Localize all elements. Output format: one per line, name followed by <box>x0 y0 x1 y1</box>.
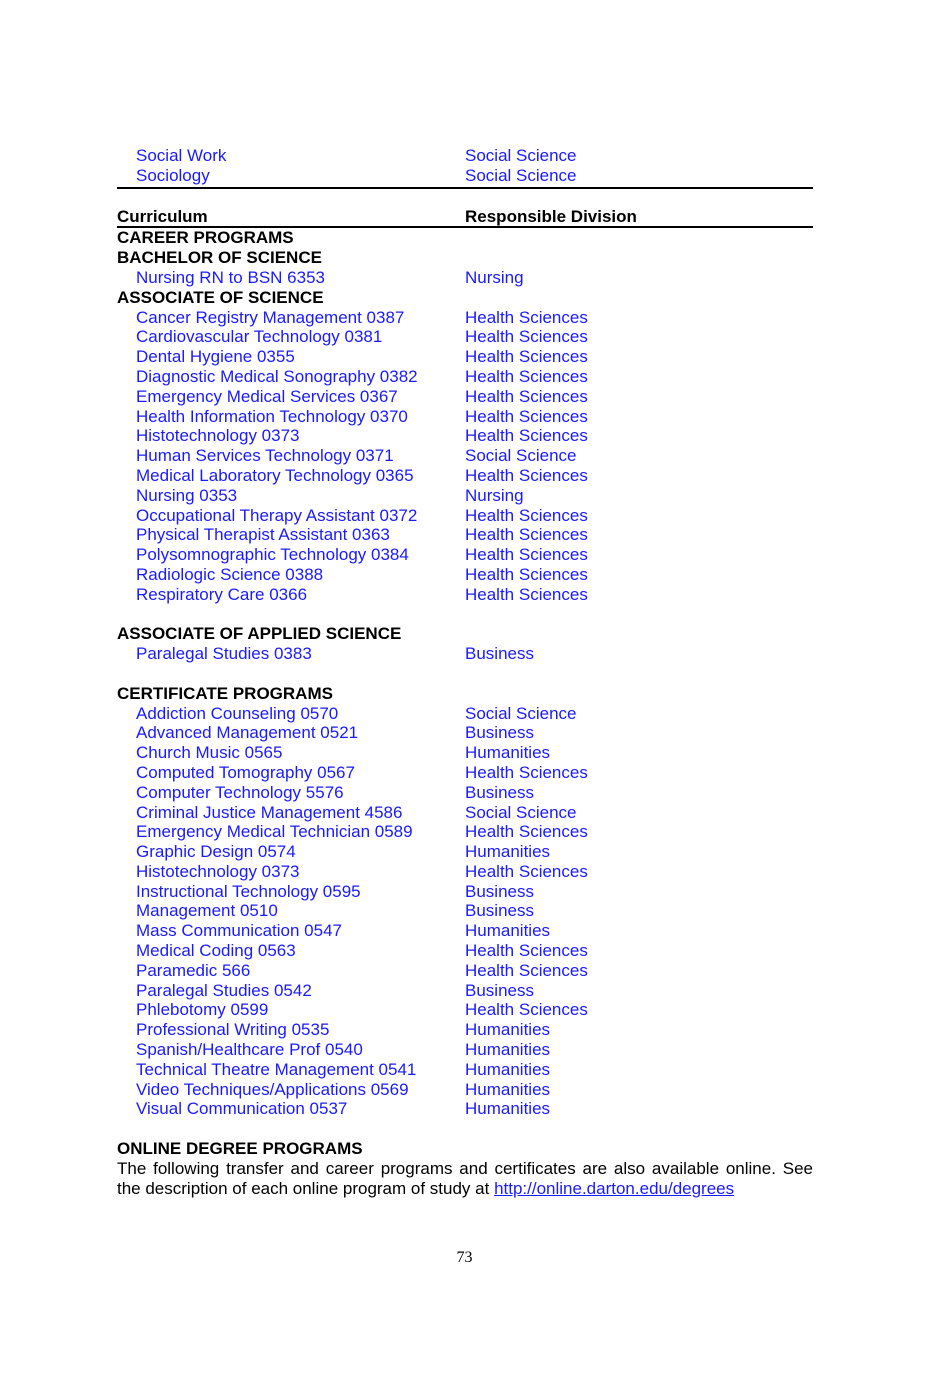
online-degree-programs-heading: ONLINE DEGREE PROGRAMS <box>117 1139 363 1159</box>
program-name[interactable]: Mass Communication 0547 <box>136 921 342 941</box>
program-name[interactable]: Medical Laboratory Technology 0365 <box>136 465 414 485</box>
program-row <box>117 466 813 486</box>
program-name[interactable]: Emergency Medical Services 0367 <box>136 386 398 406</box>
bachelor-program-list <box>117 268 813 288</box>
division-name[interactable]: Social Science <box>465 703 577 723</box>
program-row <box>117 921 813 941</box>
program-name[interactable]: Technical Theatre Management 0541 <box>136 1059 417 1079</box>
certificate-program-list <box>117 704 813 1120</box>
division-name[interactable]: Business <box>465 980 534 1000</box>
program-name[interactable]: Phlebotomy 0599 <box>136 1000 269 1020</box>
division-name[interactable]: Health Sciences <box>465 861 588 881</box>
program-name[interactable]: Addiction Counseling 0570 <box>136 703 339 723</box>
program-row <box>117 347 813 367</box>
program-row <box>117 1099 813 1119</box>
program-name[interactable]: Dental Hygiene 0355 <box>136 347 295 367</box>
program-row <box>117 1020 813 1040</box>
program-name[interactable]: Human Services Technology 0371 <box>136 446 394 466</box>
division-column-header: Responsible Division <box>465 206 637 226</box>
division-name[interactable]: Humanities <box>465 921 551 941</box>
division-name[interactable]: Humanities <box>465 1059 551 1079</box>
division-name[interactable]: Health Sciences <box>465 406 588 426</box>
program-name[interactable]: Video Techniques/Applications 0569 <box>136 1079 409 1099</box>
division-name[interactable]: Business <box>465 644 534 664</box>
program-row <box>117 146 813 166</box>
division-name[interactable]: Health Sciences <box>465 327 588 347</box>
program-row <box>117 961 813 981</box>
program-name[interactable]: Instructional Technology 0595 <box>136 881 361 901</box>
program-name[interactable]: Respiratory Care 0366 <box>136 584 308 604</box>
program-row <box>117 644 813 664</box>
program-row <box>117 446 813 466</box>
program-row <box>117 822 813 842</box>
program-row <box>117 783 813 803</box>
program-row <box>117 387 813 407</box>
program-name[interactable]: Criminal Justice Management 4586 <box>136 802 403 822</box>
program-name[interactable]: Paralegal Studies 0542 <box>136 980 312 1000</box>
program-name[interactable]: Computer Technology 5576 <box>136 782 344 802</box>
program-row <box>117 426 813 446</box>
program-row <box>117 525 813 545</box>
division-name[interactable]: Health Sciences <box>465 525 588 545</box>
top-program-list <box>117 146 813 186</box>
bachelor-of-science-heading: BACHELOR OF SCIENCE <box>117 248 322 268</box>
program-row <box>117 842 813 862</box>
career-programs-heading: CAREER PROGRAMS <box>117 228 294 248</box>
program-name[interactable]: Paralegal Studies 0383 <box>136 644 312 664</box>
program-row <box>117 704 813 724</box>
program-name[interactable]: Graphic Design 0574 <box>136 842 296 862</box>
program-row <box>117 743 813 763</box>
program-row <box>117 506 813 526</box>
column-header-row <box>117 207 813 227</box>
program-name[interactable]: Medical Coding 0563 <box>136 941 296 961</box>
program-row <box>117 1000 813 1020</box>
program-name[interactable]: Polysomnographic Technology 0384 <box>136 545 409 565</box>
program-row <box>117 308 813 328</box>
associate-applied-science-heading: ASSOCIATE OF APPLIED SCIENCE <box>117 624 402 644</box>
program-row <box>117 763 813 783</box>
program-row <box>117 901 813 921</box>
division-name[interactable]: Business <box>465 881 534 901</box>
program-name[interactable]: Advanced Management 0521 <box>136 723 359 743</box>
division-name[interactable]: Health Sciences <box>465 564 588 584</box>
program-name[interactable]: Church Music 0565 <box>136 743 283 763</box>
program-name[interactable]: Sociology <box>136 165 210 185</box>
program-name[interactable]: Emergency Medical Technician 0589 <box>136 822 413 842</box>
division-name[interactable]: Business <box>465 723 534 743</box>
associate-of-science-heading: ASSOCIATE OF SCIENCE <box>117 287 324 307</box>
curriculum-column-header: Curriculum <box>117 206 208 226</box>
certificate-programs-heading: CERTIFICATE PROGRAMS <box>117 683 333 703</box>
division-name[interactable]: Health Sciences <box>465 762 588 782</box>
program-row <box>117 1080 813 1100</box>
program-row <box>117 407 813 427</box>
program-row <box>117 268 813 288</box>
program-name[interactable]: Histotechnology 0373 <box>136 861 300 881</box>
division-name[interactable]: Business <box>465 901 534 921</box>
program-row <box>117 981 813 1001</box>
program-name[interactable]: Occupational Therapy Assistant 0372 <box>136 505 418 525</box>
program-row <box>117 862 813 882</box>
division-name[interactable]: Humanities <box>465 743 551 763</box>
division-name[interactable]: Social Science <box>465 165 577 185</box>
program-row <box>117 882 813 902</box>
division-name[interactable]: Social Science <box>465 446 577 466</box>
division-name[interactable]: Health Sciences <box>465 545 588 565</box>
division-name[interactable]: Health Sciences <box>465 465 588 485</box>
division-name[interactable]: Social Science <box>465 146 577 165</box>
program-row <box>117 723 813 743</box>
document-page <box>117 146 813 1198</box>
program-name[interactable]: Nursing 0353 <box>136 485 238 505</box>
program-row <box>117 585 813 605</box>
division-name[interactable]: Social Science <box>465 802 577 822</box>
division-name[interactable]: Health Sciences <box>465 366 588 386</box>
program-name[interactable]: Physical Therapist Assistant 0363 <box>136 525 390 545</box>
program-row <box>117 545 813 565</box>
division-name[interactable]: Health Sciences <box>465 941 588 961</box>
program-name[interactable]: Nursing RN to BSN 6353 <box>136 267 325 287</box>
page-number: 73 <box>456 1249 473 1266</box>
division-name[interactable]: Health Sciences <box>465 584 588 604</box>
associate-program-list <box>117 308 813 605</box>
division-name[interactable]: Health Sciences <box>465 347 588 367</box>
division-name[interactable]: Nursing <box>465 267 524 287</box>
division-name[interactable]: Health Sciences <box>465 307 588 327</box>
division-name[interactable]: Health Sciences <box>465 1000 588 1020</box>
online-degrees-link[interactable]: http://online.darton.edu/degrees <box>494 1178 735 1198</box>
division-name[interactable]: Humanities <box>465 1040 551 1060</box>
program-row <box>117 486 813 506</box>
program-name[interactable]: Health Information Technology 0370 <box>136 406 408 426</box>
division-name[interactable]: Humanities <box>465 1099 551 1119</box>
program-name[interactable]: Radiologic Science 0388 <box>136 564 324 584</box>
division-name[interactable]: Health Sciences <box>465 822 588 842</box>
division-name[interactable]: Health Sciences <box>465 386 588 406</box>
program-name[interactable]: Histotechnology 0373 <box>136 426 300 446</box>
program-name[interactable]: Diagnostic Medical Sonography 0382 <box>136 366 418 386</box>
program-name[interactable]: Professional Writing 0535 <box>136 1020 330 1040</box>
division-name[interactable]: Health Sciences <box>465 960 588 980</box>
program-name[interactable]: Visual Communication 0537 <box>136 1099 348 1119</box>
program-name[interactable]: Paramedic 566 <box>136 960 251 980</box>
division-name[interactable]: Nursing <box>465 485 524 505</box>
division-name[interactable]: Humanities <box>465 1020 551 1040</box>
online-programs-paragraph <box>117 1159 813 1199</box>
program-row <box>117 166 813 186</box>
program-name[interactable]: Management 0510 <box>136 901 278 921</box>
program-name[interactable]: Computed Tomography 0567 <box>136 762 355 782</box>
division-name[interactable]: Health Sciences <box>465 505 588 525</box>
program-name[interactable]: Spanish/Healthcare Prof 0540 <box>136 1040 363 1060</box>
online-programs-text: The following transfer and career programs and certificates are also available online. See the description of each online program of study at <box>117 1158 813 1198</box>
division-name[interactable]: Humanities <box>465 842 551 862</box>
program-name[interactable]: Social Work <box>136 146 227 165</box>
division-name[interactable]: Health Sciences <box>465 426 588 446</box>
program-name[interactable]: Cancer Registry Management 0387 <box>136 307 405 327</box>
division-name[interactable]: Humanities <box>465 1079 551 1099</box>
program-row <box>117 1060 813 1080</box>
program-name[interactable]: Cardiovascular Technology 0381 <box>136 327 383 347</box>
program-row <box>117 367 813 387</box>
program-row <box>117 941 813 961</box>
applied-science-program-list <box>117 644 813 664</box>
program-row <box>117 1040 813 1060</box>
program-row <box>117 327 813 347</box>
program-row <box>117 565 813 585</box>
program-row <box>117 803 813 823</box>
division-name[interactable]: Business <box>465 782 534 802</box>
